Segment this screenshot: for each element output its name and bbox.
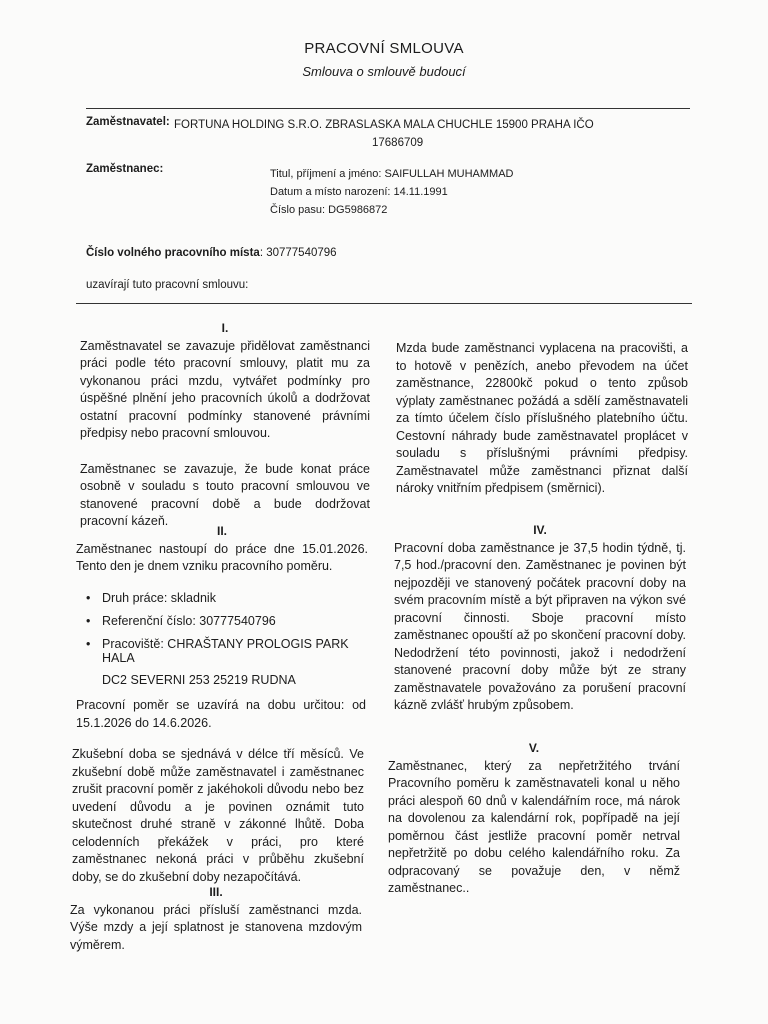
- vacancy-number: [86, 247, 337, 259]
- contract-duration: Pracovní poměr se uzavírá na dobu určitou: od 15.1.2026 do 14.6.2026.: [76, 698, 366, 730]
- section-1: [80, 320, 370, 531]
- section-2-heading: II.: [216, 524, 227, 538]
- section-divider: [76, 303, 692, 304]
- section-4: [394, 522, 686, 715]
- employee-label: Zaměstnanec:: [86, 163, 164, 175]
- job-type-item: • Druh práce: skladnik: [76, 591, 376, 605]
- section-1-paragraph-1: Zaměstnavatel se zavazuje přidělovat zaměstnanci práci podle této pracovní smlouvy, platit mu za vykonanou práci mzdu, vytvářet podmínky pro úspěšné plnění jeho pracovních úkolů a dodržovat ostatní pracovní podmínky stanovené právními předpisy nebo pracovní smlouvou.: [80, 338, 370, 440]
- employee-name: Titul, příjmení a jméno: SAIFULLAH MUHAMMAD: [270, 168, 514, 180]
- section-5: [388, 740, 680, 898]
- vacancy-value: : 30777540796: [259, 247, 337, 259]
- section-1-heading: I.: [221, 321, 229, 335]
- intro-text: uzavírají tuto pracovní smlouvu:: [86, 279, 249, 291]
- section-1-paragraph-2: Zaměstnanec se zavazuje, že bude konat práce osobně v souladu s touto pracovní smlouvou ve stanovené pracovní době a bude dodržovat pracovní kázeň.: [80, 461, 370, 528]
- document-subtitle: Smlouva o smlouvě budoucí: [302, 64, 466, 79]
- section-3-paragraph: Za vykonanou práci přísluší zaměstnanci mzda. Výše mzdy a její splatnost je stanovena mzdovým výměrem.: [70, 902, 362, 952]
- employer-line1: FORTUNA HOLDING S.R.O. ZBRASLASKA MALA CHUCHLE 15900 PRAHA IČO: [174, 119, 594, 131]
- employer-line2: 17686709: [372, 137, 424, 149]
- top-divider: [86, 108, 690, 109]
- section-2-paragraph-1: Zaměstnanec nastoupí do práce dne 15.01.2026. Tento den je dnem vzniku pracovního poměru.: [76, 541, 368, 573]
- section-5-paragraph: Zaměstnanec, který za nepřetržitého trvání Pracovního poměru k zaměstnavateli konal u něho práci alespoň 60 dnů v kalendářním roce, má nárok na dovolenou za kalendární rok, popřípadě na její poměrnou část jestliže pracovní poměr netrval nepřetržitě po dobu celého kalendářního roku. Za odpracovaný se považuje den, v němž zaměstnanec..: [388, 758, 680, 895]
- section-4-paragraph: Pracovní doba zaměstnance je 37,5 hodin týdně, tj. 7,5 hod./pracovní den. Zaměstnanec je povinen být nejpozději ve stanovený počátek pracovní doby na svém pracovním místě a být připraven na výkon své pracovní činnosti. Sboje pracovní místo zaměstnanec opouští až po skončení pracovní doby. Nedodržení této povinnosti, jakož i nedodržení stanovené pracovní doby může být ze strany zaměstnavatele považováno za porušení pracovní kázně zvlášť hrubým způsobem.: [394, 540, 686, 712]
- probation-paragraph: Zkušební doba se sjednává v délce tří měsíců. Ve zkušební době může zaměstnavatel i zaměstnanec zrušit pracovní poměr z jakéhokoli důvodu nebo bez uvedení důvodu a je povinen oznámit tuto skutečnost druhé straně v zákonné lhůtě. Doba celodenních překážek v práci, pro které zaměstnanec nekoná práci v průběhu zkušební doby, se do zkušební doby nezapočítává.: [72, 747, 364, 884]
- document-title: PRACOVNÍ SMLOUVA: [304, 40, 464, 57]
- workplace-line-2: DC2 SEVERNI 253 25219 RUDNA: [102, 673, 296, 687]
- employee-passport: Číslo pasu: DG5986872: [270, 204, 388, 216]
- employer-label: Zaměstnavatel:: [86, 116, 170, 128]
- section-3: [70, 884, 362, 954]
- job-details-list: [76, 591, 376, 687]
- section-4-heading: IV.: [533, 523, 547, 537]
- employee-details: [270, 165, 513, 219]
- wage-payment-paragraph: Mzda bude zaměstnanci vyplacena na pracovišti, a to hotově v penězích, anebo převodem na účet zaměstnance, 22800kč pokud o tento způsob výplaty zaměstnanec požádá a sdělí zaměstnavateli za tímto účelem číslo příslušného platebního účtu. Cestovní náhrady bude zaměstnavatel proplácet v souladu s příslušnými právními předpisy. Zaměstnavatel může zaměstnanci přiznat další nároky vnitřním předpisem (směrnici).: [396, 341, 688, 495]
- vacancy-label: Číslo volného pracovního místa: [86, 247, 260, 259]
- section-3-heading: III.: [209, 885, 223, 899]
- workplace-line-1: • Pracoviště: CHRAŠTANY PROLOGIS PARK HALA: [102, 637, 349, 665]
- employee-birth: Datum a místo narození: 14.11.1991: [270, 186, 448, 198]
- section-5-heading: V.: [528, 741, 540, 755]
- workplace-item: [76, 637, 376, 687]
- section-2: [76, 523, 368, 576]
- reference-number-item: • Referenční číslo: 30777540796: [76, 614, 376, 628]
